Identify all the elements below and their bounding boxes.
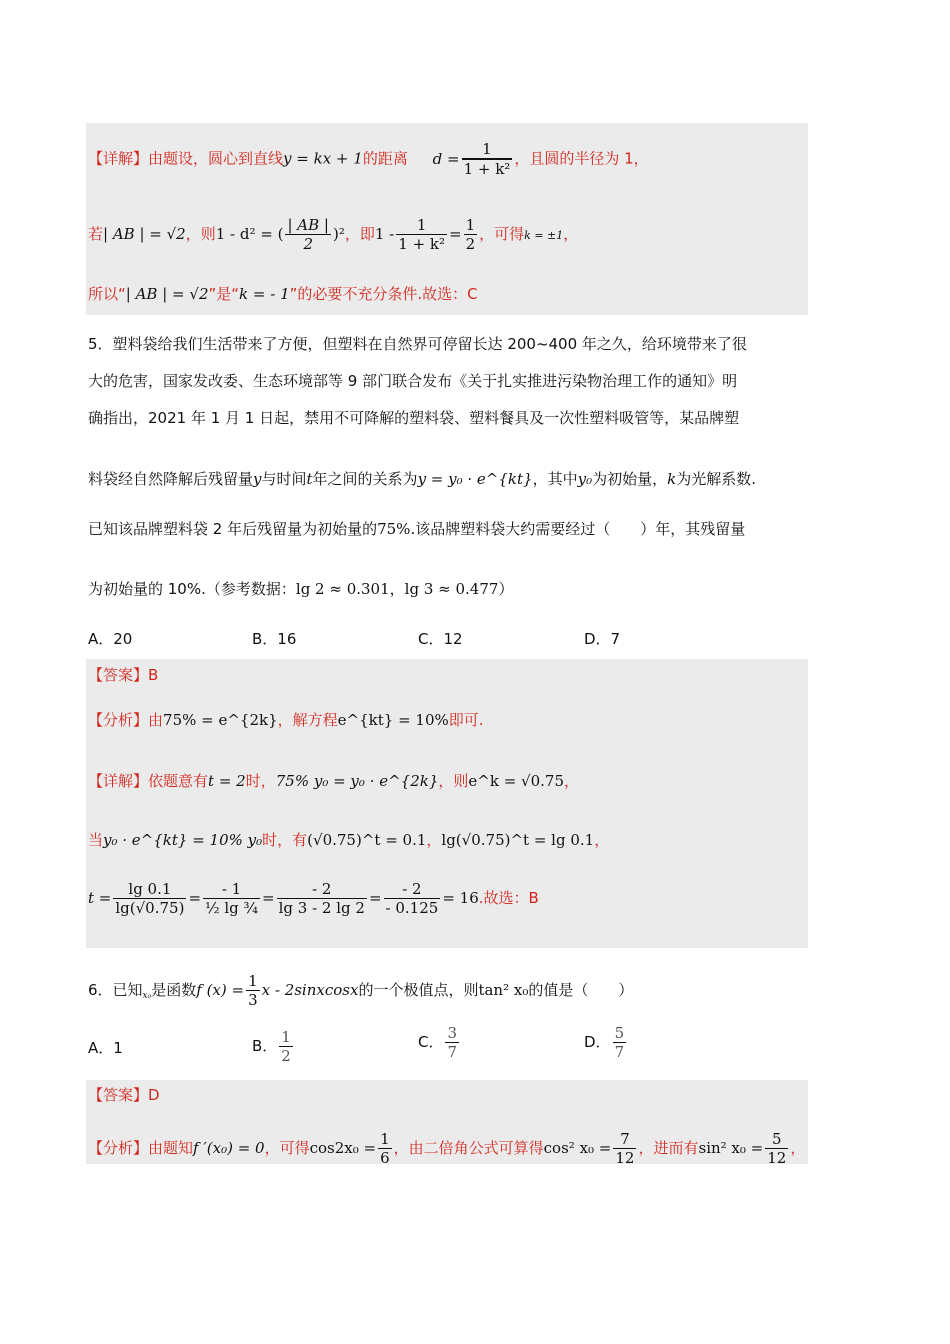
- q5-text-line-4: 料袋经自然降解后残留量y与时间t年之间的关系为y = y₀ · e^{kt}，其中y₀为初始量，k为光解系数.: [88, 470, 756, 488]
- q6-answer: 【答案】D: [88, 1086, 160, 1104]
- q5-text-line-3: 确指出，2021 年 1 月 1 日起，禁用不可降解的塑料袋、塑料餐具及一次性塑料吸管等，某品牌塑: [88, 409, 740, 427]
- q6-option-a[interactable]: A．1: [88, 1039, 123, 1057]
- q5-text-line-6: 为初始量的 10%.（参考数据：lg 2 ≈ 0.301，lg 3 ≈ 0.477）: [88, 580, 514, 598]
- q5-detail-line-2: 当y₀ · e^{kt} = 10% y₀时，有(√0.75)^t = 0.1，lg(√0.75)^t = lg 0.1，: [88, 831, 610, 849]
- q6-option-c[interactable]: C． $\frac{3}{7}$: [418, 1024, 458, 1061]
- q4-detail-line-2: 若| AB | = √2，则1 - d² = ( $\frac{| AB |}{2}$ )²，即1 - $\frac{1}{\text{1 + k²}}$ = $\frac{1}{2}$ ，可得k = ±1，: [88, 216, 579, 253]
- q5-option-a[interactable]: A．20: [88, 630, 133, 648]
- q4-detail-line-3: 所以“| AB | = √2”是“k = - 1”的必要不充分条件.故选：C: [88, 285, 478, 303]
- q6-analysis: 【分析】由题知f ′(x₀) = 0，可得cos2x₀ = $\frac{1}{6}$ ，由二倍角公式可算得cos² x₀ = $\frac{7}{12}$ ，进而有sin² x₀ = $\frac{5}{12}$ ，: [88, 1130, 806, 1167]
- q5-detail-line-1: 【详解】依题意有t = 2时，75% y₀ = y₀ · e^{2k}，则e^k = √0.75，: [88, 772, 580, 790]
- q5-answer: 【答案】B: [88, 666, 159, 684]
- distance-fraction: $\frac{1}{\text{1 + k²}}$: [463, 140, 511, 178]
- q5-option-d[interactable]: D．7: [584, 630, 621, 648]
- q5-text-line-2: 大的危害，国家发改委、生态环境部等 9 部门联合发布《关于扎实推进污染物治理工作的通知》明: [88, 372, 738, 390]
- q5-text-line-1: 5．塑料袋给我们生活带来了方便，但塑料在自然界可停留长达 200~400 年之久，给环境带来了很: [88, 335, 747, 353]
- q6-option-b[interactable]: B． $\frac{1}{2}$: [252, 1028, 291, 1065]
- q6-text-line-1: 6．已知$_{x_0}$是函数f (x) = $\frac{1}{3}$ x - 2sinxcosx的一个极值点，则tan² x₀的值是（ ）: [88, 972, 634, 1009]
- q5-option-c[interactable]: C．12: [418, 630, 463, 648]
- q5-analysis: 【分析】由75% = e^{2k}，解方程e^{kt} = 10%即可.: [88, 711, 484, 729]
- q5-text-line-5: 已知该品牌塑料袋 2 年后残留量为初始量的75%.该品牌塑料袋大约需要经过（ ）年，其残留量: [88, 520, 746, 538]
- q4-detail-line-1: 【详解】由题设，圆心到直线y = kx + 1的距离 d = $\frac{1}{\text{1 + k²}}$ ，且圆的半径为 1，: [88, 140, 649, 178]
- q5-option-b[interactable]: B．16: [252, 630, 297, 648]
- q6-option-d[interactable]: D． $\frac{5}{7}$: [584, 1024, 625, 1061]
- q5-detail-line-3: t = $\frac{\lg 0.1}{\lg(√0.75)}$ = $\frac{- 1}{\text{½ lg ¾}}$ = $\frac{- 2}{\lg 3 - 2 \lg 2}$ = $\frac{- 2}{- 0.125}$ = 16.故选：B: [88, 880, 539, 917]
